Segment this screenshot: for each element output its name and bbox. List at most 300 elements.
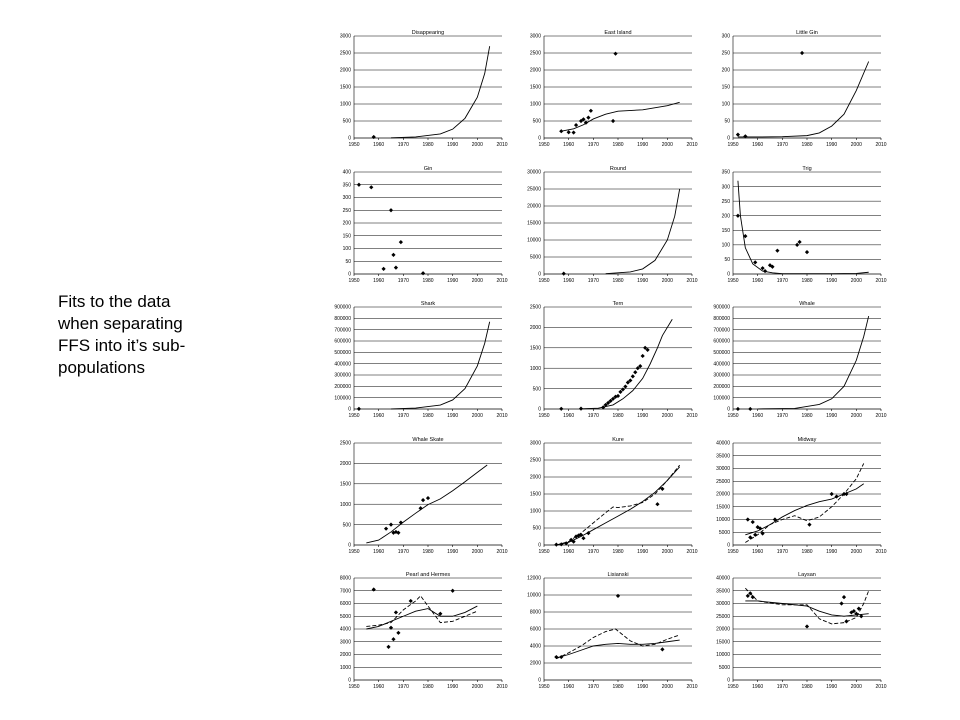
x-tick-label: 2000 [850, 684, 862, 690]
data-point [641, 354, 645, 358]
x-tick-label: 1980 [422, 684, 434, 690]
data-point [394, 610, 398, 614]
data-point [589, 109, 593, 113]
chart-little-gin [697, 26, 889, 156]
y-tick-label: 150 [342, 233, 351, 240]
y-tick-label: 2500 [339, 50, 351, 57]
x-tick-label: 1950 [727, 142, 739, 148]
data-point [426, 496, 430, 500]
data-point [581, 536, 585, 540]
data-point [746, 517, 750, 521]
data-point [623, 384, 627, 388]
data-point [391, 253, 395, 257]
y-tick-label: 150 [721, 84, 730, 91]
x-tick-label: 1970 [587, 413, 599, 419]
data-point [736, 133, 740, 137]
data-point [357, 407, 361, 411]
x-tick-label: 1980 [422, 142, 434, 148]
data-point [830, 492, 834, 496]
y-tick-label: 700000 [334, 327, 351, 334]
y-tick-label: 7000 [339, 588, 351, 595]
data-point [660, 647, 664, 651]
data-point [805, 250, 809, 254]
y-tick-label: 400 [342, 169, 351, 176]
x-tick-label: 1970 [397, 413, 409, 419]
x-tick-label: 2000 [661, 142, 673, 148]
y-tick-label: 8000 [529, 609, 541, 616]
x-tick-label: 2000 [850, 549, 862, 555]
data-point [554, 543, 558, 547]
chart-trig [697, 162, 889, 292]
x-tick-label: 2010 [496, 278, 508, 284]
x-tick-label: 1980 [801, 684, 813, 690]
x-tick-label: 2010 [496, 413, 508, 419]
x-tick-label: 1950 [348, 413, 360, 419]
data-point [421, 498, 425, 502]
y-tick-label: 400000 [713, 361, 730, 368]
x-tick-label: 1990 [447, 413, 459, 419]
y-tick-label: 0 [348, 542, 351, 549]
x-tick-label: 2010 [686, 549, 698, 555]
y-tick-label: 50 [724, 118, 730, 125]
y-tick-label: 0 [348, 271, 351, 278]
data-point [611, 119, 615, 123]
data-point [842, 595, 846, 599]
data-point [579, 406, 583, 410]
data-point [419, 506, 423, 510]
caption-line-3: FFS into it’s sub- [58, 336, 186, 355]
x-tick-label: 1980 [801, 413, 813, 419]
y-tick-label: 0 [727, 542, 730, 549]
chart-shark [318, 297, 510, 427]
fit-curve [391, 322, 490, 409]
y-tick-label: 40000 [716, 440, 730, 447]
y-tick-label: 350 [721, 169, 730, 176]
chart-title: Gin [423, 166, 433, 172]
y-tick-label: 100000 [713, 395, 730, 402]
x-tick-label: 2000 [850, 278, 862, 284]
data-point [775, 249, 779, 253]
y-tick-label: 10000 [716, 517, 730, 524]
chart-title: Lisianski [607, 572, 629, 578]
y-tick-label: 150 [721, 227, 730, 234]
y-tick-label: 250 [721, 50, 730, 57]
x-tick-label: 2010 [686, 413, 698, 419]
data-point [399, 240, 403, 244]
x-tick-label: 1950 [348, 278, 360, 284]
y-tick-label: 250 [342, 207, 351, 214]
x-tick-label: 1960 [563, 278, 575, 284]
y-tick-label: 1000 [529, 508, 541, 515]
x-tick-label: 1960 [373, 413, 385, 419]
x-tick-label: 2010 [875, 549, 887, 555]
data-point [633, 370, 637, 374]
y-tick-label: 2000 [529, 474, 541, 481]
x-tick-label: 2010 [686, 278, 698, 284]
y-tick-label: 2000 [529, 325, 541, 332]
x-tick-label: 1960 [373, 549, 385, 555]
fit-curve [758, 316, 869, 409]
y-tick-label: 30000 [716, 466, 730, 473]
y-tick-label: 300000 [713, 372, 730, 379]
y-tick-label: 200 [721, 67, 730, 74]
x-tick-label: 2000 [471, 278, 483, 284]
y-tick-label: 500 [342, 522, 351, 529]
x-tick-label: 1960 [373, 684, 385, 690]
caption-line-4: populations [58, 358, 145, 377]
y-tick-label: 8000 [339, 575, 351, 582]
x-tick-label: 1960 [752, 549, 764, 555]
x-tick-label: 1950 [348, 549, 360, 555]
x-tick-label: 2010 [875, 684, 887, 690]
fit-curve [745, 601, 868, 616]
fit-curve-dashed [366, 596, 477, 627]
y-tick-label: 350 [342, 182, 351, 189]
y-tick-label: 0 [538, 135, 541, 142]
x-tick-label: 1980 [422, 278, 434, 284]
data-point [586, 116, 590, 120]
y-tick-label: 3000 [339, 639, 351, 646]
data-point [844, 619, 848, 623]
y-tick-label: 5000 [339, 613, 351, 620]
x-tick-label: 1960 [373, 278, 385, 284]
data-point [736, 407, 740, 411]
chart-round [508, 162, 700, 292]
y-tick-label: 30000 [716, 601, 730, 608]
data-point [389, 523, 393, 527]
x-tick-label: 1960 [563, 549, 575, 555]
chart-title: Trig [802, 166, 812, 172]
x-tick-label: 1990 [637, 549, 649, 555]
data-point [655, 502, 659, 506]
y-tick-label: 1500 [339, 84, 351, 91]
y-tick-label: 1000 [529, 101, 541, 108]
data-point [616, 594, 620, 598]
y-tick-label: 10000 [527, 592, 541, 599]
chart-title: East Island [604, 30, 632, 36]
x-tick-label: 2010 [875, 278, 887, 284]
data-point [386, 645, 390, 649]
data-point [357, 183, 361, 187]
data-point [384, 527, 388, 531]
x-tick-label: 1980 [801, 278, 813, 284]
x-tick-label: 1950 [727, 684, 739, 690]
x-tick-label: 1960 [752, 142, 764, 148]
chart-tern [508, 297, 700, 427]
x-tick-label: 1970 [776, 549, 788, 555]
fit-curve [738, 62, 869, 137]
chart-title: Round [609, 166, 627, 172]
x-tick-label: 1970 [587, 278, 599, 284]
y-tick-label: 4000 [529, 643, 541, 650]
x-tick-label: 1990 [826, 142, 838, 148]
y-tick-label: 0 [348, 135, 351, 142]
caption [58, 291, 243, 379]
y-tick-label: 2000 [339, 461, 351, 468]
y-tick-label: 0 [727, 406, 730, 413]
y-tick-label: 500 [532, 118, 541, 125]
y-tick-label: 20000 [716, 626, 730, 633]
x-tick-label: 2000 [661, 684, 673, 690]
y-tick-label: 2500 [339, 440, 351, 447]
data-point [559, 129, 563, 133]
chart-title: Little Gin [796, 30, 818, 36]
x-tick-label: 1990 [447, 549, 459, 555]
x-tick-label: 2010 [875, 142, 887, 148]
y-tick-label: 100 [721, 101, 730, 108]
x-tick-label: 2010 [686, 684, 698, 690]
data-point [763, 269, 767, 273]
y-tick-label: 10000 [527, 237, 541, 244]
y-tick-label: 1000 [339, 501, 351, 508]
y-tick-label: 200000 [713, 384, 730, 391]
fit-curve [581, 319, 672, 409]
data-point [613, 52, 617, 56]
caption-line-2: when separating [58, 314, 183, 333]
x-tick-label: 2000 [471, 684, 483, 690]
y-tick-label: 200 [721, 213, 730, 220]
y-tick-label: 0 [348, 406, 351, 413]
x-tick-label: 1960 [563, 684, 575, 690]
y-tick-label: 3000 [529, 440, 541, 447]
data-point [567, 130, 571, 134]
fit-curve [391, 46, 490, 138]
y-tick-label: 15000 [527, 220, 541, 227]
y-tick-label: 2500 [529, 304, 541, 311]
chart-title: Midway [797, 437, 817, 443]
y-tick-label: 1000 [339, 664, 351, 671]
x-tick-label: 2010 [496, 684, 508, 690]
x-tick-label: 1990 [826, 413, 838, 419]
y-tick-label: 3000 [529, 33, 541, 40]
y-tick-label: 25000 [527, 186, 541, 193]
y-tick-label: 1000 [339, 101, 351, 108]
x-tick-label: 2000 [661, 549, 673, 555]
x-tick-label: 2000 [471, 549, 483, 555]
data-point [805, 624, 809, 628]
x-tick-label: 1950 [538, 684, 550, 690]
data-point [631, 374, 635, 378]
y-tick-label: 300000 [334, 372, 351, 379]
fit-curve [606, 189, 680, 274]
x-tick-label: 1990 [447, 278, 459, 284]
y-tick-label: 100 [721, 242, 730, 249]
y-tick-label: 30000 [527, 169, 541, 176]
y-tick-label: 1500 [529, 84, 541, 91]
x-tick-label: 1950 [727, 278, 739, 284]
x-tick-label: 2000 [850, 142, 862, 148]
y-tick-label: 35000 [716, 588, 730, 595]
x-tick-label: 1980 [612, 549, 624, 555]
x-tick-label: 2000 [471, 142, 483, 148]
chart-disappearing [318, 26, 510, 156]
y-tick-label: 0 [538, 271, 541, 278]
chart-title: Kure [612, 437, 624, 443]
x-tick-label: 2010 [496, 142, 508, 148]
x-tick-label: 1950 [538, 413, 550, 419]
x-tick-label: 2000 [661, 413, 673, 419]
y-tick-label: 2500 [529, 50, 541, 57]
x-tick-label: 1980 [612, 413, 624, 419]
data-point [396, 631, 400, 635]
y-tick-label: 15000 [716, 639, 730, 646]
y-tick-label: 3000 [339, 33, 351, 40]
data-point [574, 123, 578, 127]
x-tick-label: 2010 [875, 413, 887, 419]
chart-laysan [697, 568, 889, 698]
x-tick-label: 1970 [587, 142, 599, 148]
data-point [751, 520, 755, 524]
y-tick-label: 35000 [716, 453, 730, 460]
x-tick-label: 1950 [538, 549, 550, 555]
x-tick-label: 1990 [826, 684, 838, 690]
data-point [795, 243, 799, 247]
data-point [839, 601, 843, 605]
chart-title: Shark [420, 301, 436, 307]
data-point [409, 599, 413, 603]
y-tick-label: 1500 [529, 491, 541, 498]
x-tick-label: 1970 [776, 684, 788, 690]
y-tick-label: 5000 [718, 529, 730, 536]
chart-kure [508, 433, 700, 563]
y-tick-label: 500000 [713, 350, 730, 357]
chart-title: Whale Skate [412, 437, 444, 443]
y-tick-label: 40000 [716, 575, 730, 582]
y-tick-label: 20000 [527, 203, 541, 210]
x-tick-label: 2000 [850, 413, 862, 419]
y-tick-label: 4000 [339, 626, 351, 633]
y-tick-label: 600000 [334, 338, 351, 345]
y-tick-label: 250 [721, 198, 730, 205]
y-tick-label: 200 [342, 220, 351, 227]
x-tick-label: 1960 [563, 142, 575, 148]
x-tick-label: 1950 [727, 413, 739, 419]
y-tick-label: 0 [727, 677, 730, 684]
x-tick-label: 1990 [826, 549, 838, 555]
x-tick-label: 1950 [538, 278, 550, 284]
x-tick-label: 1950 [538, 142, 550, 148]
data-point [559, 407, 563, 411]
x-tick-label: 1960 [563, 413, 575, 419]
y-tick-label: 25000 [716, 478, 730, 485]
x-tick-label: 1980 [422, 549, 434, 555]
data-point [748, 407, 752, 411]
data-point [394, 266, 398, 270]
y-tick-label: 800000 [713, 316, 730, 323]
x-tick-label: 2010 [686, 142, 698, 148]
data-point [800, 51, 804, 55]
y-tick-label: 500 [532, 525, 541, 532]
data-point [798, 240, 802, 244]
data-point [753, 260, 757, 264]
x-tick-label: 1970 [587, 684, 599, 690]
y-tick-label: 6000 [529, 626, 541, 633]
x-tick-label: 1970 [397, 684, 409, 690]
y-tick-label: 1000 [529, 365, 541, 372]
chart-title: Tern [612, 301, 624, 307]
data-point [421, 271, 425, 275]
y-tick-label: 300 [721, 184, 730, 191]
x-tick-label: 1990 [637, 684, 649, 690]
chart-whale-skate [318, 433, 510, 563]
y-tick-label: 50 [724, 257, 730, 264]
fit-curve-dashed [745, 463, 863, 542]
x-tick-label: 1980 [801, 549, 813, 555]
y-tick-label: 2000 [339, 652, 351, 659]
data-point [451, 589, 455, 593]
x-tick-label: 1970 [776, 278, 788, 284]
data-point [369, 185, 373, 189]
y-tick-label: 200000 [334, 384, 351, 391]
fit-curve [556, 467, 679, 545]
chart-title: Whale [799, 301, 815, 307]
y-tick-label: 5000 [529, 254, 541, 261]
y-tick-label: 5000 [718, 664, 730, 671]
x-tick-label: 1950 [348, 142, 360, 148]
y-tick-label: 0 [538, 542, 541, 549]
y-tick-label: 10000 [716, 652, 730, 659]
y-tick-label: 2000 [529, 660, 541, 667]
x-tick-label: 1990 [826, 278, 838, 284]
x-tick-label: 1990 [447, 142, 459, 148]
x-tick-label: 1990 [637, 142, 649, 148]
chart-title: Laysan [798, 572, 816, 578]
y-tick-label: 20000 [716, 491, 730, 498]
data-point [751, 595, 755, 599]
y-tick-label: 25000 [716, 613, 730, 620]
y-tick-label: 100 [342, 246, 351, 253]
y-tick-label: 500 [532, 386, 541, 393]
y-tick-label: 500000 [334, 350, 351, 357]
data-point [572, 130, 576, 134]
y-tick-label: 2000 [339, 67, 351, 74]
x-tick-label: 1980 [612, 142, 624, 148]
y-tick-label: 0 [727, 271, 730, 278]
y-tick-label: 50 [345, 258, 351, 265]
x-tick-label: 1970 [587, 549, 599, 555]
x-tick-label: 1980 [801, 142, 813, 148]
chart-midway [697, 433, 889, 563]
x-tick-label: 1970 [397, 142, 409, 148]
x-tick-label: 1970 [776, 142, 788, 148]
y-tick-label: 300 [342, 195, 351, 202]
y-tick-label: 6000 [339, 601, 351, 608]
data-point [389, 208, 393, 212]
y-tick-label: 800000 [334, 316, 351, 323]
y-tick-label: 400000 [334, 361, 351, 368]
data-point [372, 135, 376, 139]
data-point [753, 533, 757, 537]
x-tick-label: 2000 [661, 278, 673, 284]
chart-east-island [508, 26, 700, 156]
chart-gin [318, 162, 510, 292]
chart-lisianski [508, 568, 700, 698]
data-point [399, 520, 403, 524]
y-tick-label: 0 [538, 406, 541, 413]
y-tick-label: 15000 [716, 504, 730, 511]
y-tick-label: 700000 [713, 327, 730, 334]
y-tick-label: 500 [342, 118, 351, 125]
data-point [382, 267, 386, 271]
chart-pearl-and-hermes [318, 568, 510, 698]
x-tick-label: 1970 [397, 278, 409, 284]
y-tick-label: 300 [721, 33, 730, 40]
x-tick-label: 2010 [496, 549, 508, 555]
x-tick-label: 1990 [637, 278, 649, 284]
y-tick-label: 2000 [529, 67, 541, 74]
x-tick-label: 1960 [373, 142, 385, 148]
x-tick-label: 1970 [776, 413, 788, 419]
